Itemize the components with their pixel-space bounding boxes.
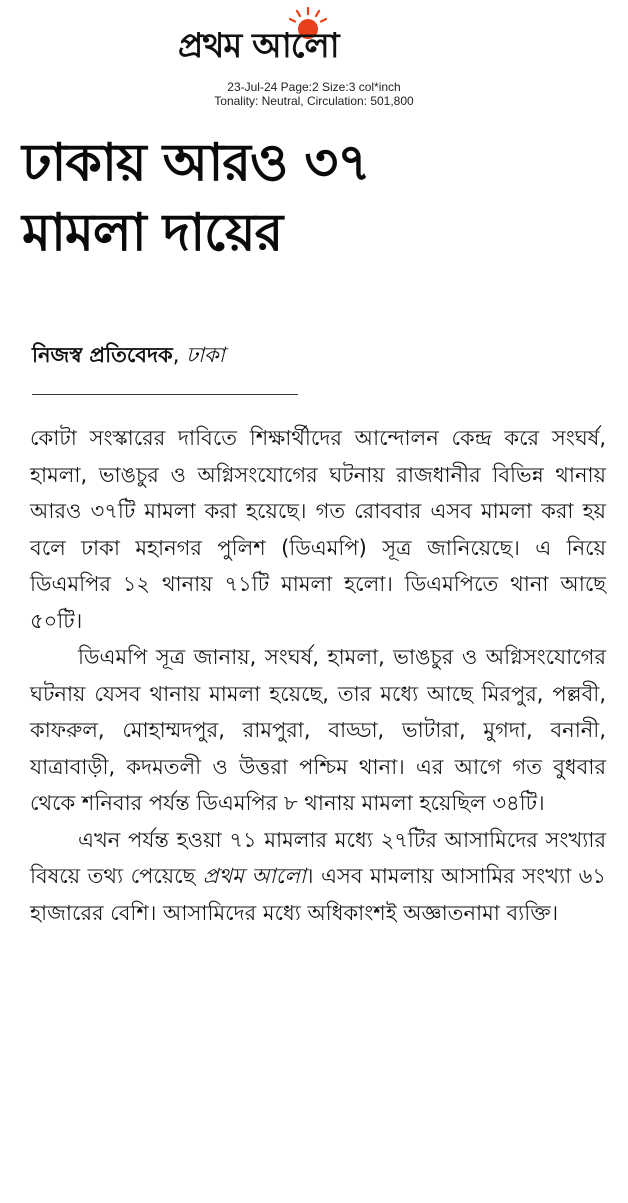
article-paragraph-2: ডিএমপি সূত্র জানায়, সংঘর্ষ, হামলা, ভাঙচুর ও অগ্নিসংযোগের ঘটনায় যেসব থানায় মামলা হয়েছে, তার মধ্যে আছে মিরপুর, পল্লবী, কাফরুল, মোহাম্মদপুর, রামপুরা, বাড্ডা, ভাটারা, মুগদা, বনানী, যাত্রাবাড়ী, কদমতলী ও উত্তরা পশ্চিম থানা। এর আগে গত বুধবার থেকে শনিবার পর্যন্ত ডিএমপির ৮ থানায় মামলা হয়েছিল ৩৪টি। bbox=[30, 645, 606, 815]
headline-line-2: মামলা দায়ের bbox=[22, 203, 283, 263]
byline-place: ঢাকা bbox=[186, 343, 225, 367]
paragraph-3-end: । এসব মামলায় আসামির সংখ্যা ৬১ হাজারের বেশি। আসামিদের মধ্যে অধিকাংশই অজ্ঞাতনামা ব্যক্তি। bbox=[30, 864, 606, 925]
article-paragraph-1: কোটা সংস্কারের দাবিতে শিক্ষার্থীদের আন্দোলন কেন্দ্র করে সংঘর্ষ, হামলা, ভাঙচুর ও অগ্নিসংযোগের ঘটনায় রাজধানীর বিভিন্ন থানায় আরও ৩৭টি মামলা করা হয়েছে। গত রোববার এসব মামলা করা হয় বলে ঢাকা মহানগর পুলিশ (ডিএমপি) সূত্র জানিয়েছে। এ নিয়ে ডিএমপির ১২ থানায় ৭১টি মামলা হলো। ডিএমপিতে থানা আছে ৫০টি। bbox=[30, 426, 606, 633]
article-paragraph-3 bbox=[30, 822, 606, 932]
byline-divider bbox=[32, 394, 298, 395]
headline-line-1: ঢাকায় আরও ৩৭ bbox=[22, 133, 370, 193]
byline-reporter: নিজস্ব প্রতিবেদক bbox=[32, 343, 173, 367]
byline bbox=[32, 340, 225, 370]
masthead bbox=[0, 4, 628, 108]
paragraph-3-start: এখন পর্যন্ত হওয়া ৭১ মামলার মধ্যে ২৭টির আসামিদের সংখ্যার বিষয়ে তথ্য পেয়েছে bbox=[30, 827, 606, 888]
meta-tonality-circulation: Tonality: Neutral, Circulation: 501,800 bbox=[214, 94, 414, 108]
meta-date-page-size: 23-Jul-24 Page:2 Size:3 col*inch bbox=[227, 80, 401, 94]
newspaper-name-mention: প্রথম আলো bbox=[202, 864, 306, 888]
byline-separator: , bbox=[172, 343, 187, 367]
headline bbox=[22, 128, 612, 268]
article-body bbox=[30, 420, 606, 931]
newspaper-logo bbox=[178, 6, 458, 68]
clipping-meta bbox=[0, 80, 628, 108]
logo-wordmark: প্রথম আলো bbox=[178, 26, 339, 66]
